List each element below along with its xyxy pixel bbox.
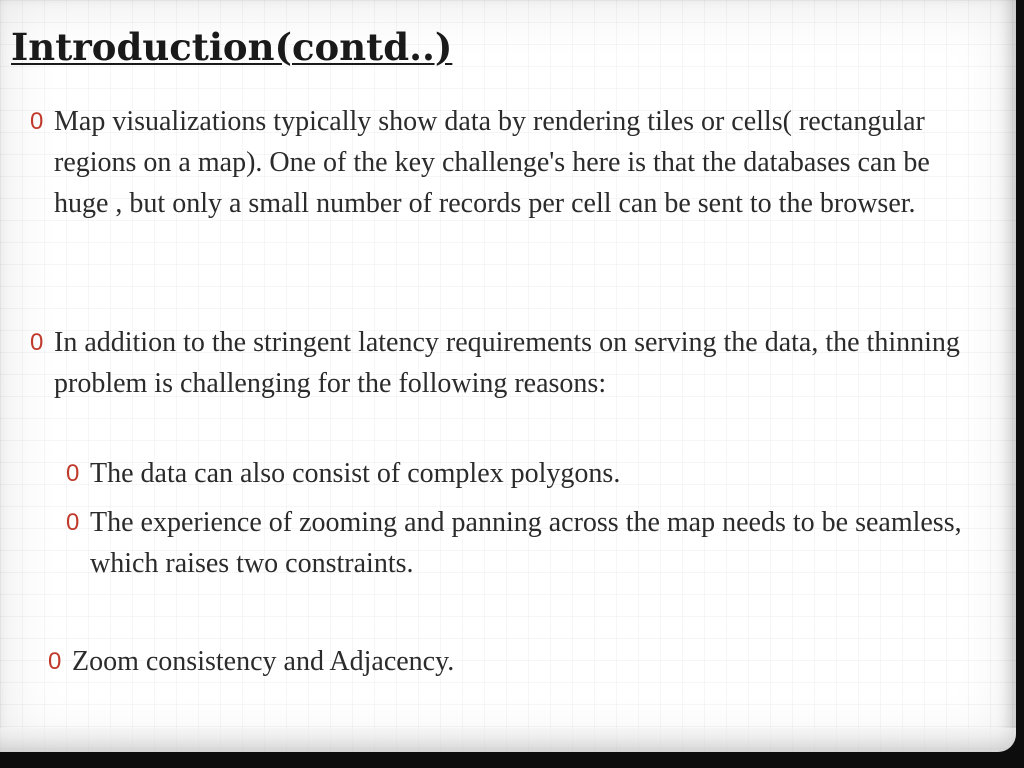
bullet-item (30, 101, 990, 224)
bullet-item (48, 641, 948, 682)
slide-title: Introduction(contd..) (11, 25, 453, 69)
sub-bullet-item (66, 502, 966, 584)
sub-bullet-text: The data can also consist of complex polygons. (90, 458, 621, 489)
bullet-marker-icon: 0 (48, 648, 62, 675)
bullet-text: Zoom consistency and Adjacency. (72, 646, 455, 677)
bullet-marker-icon: 0 (30, 108, 44, 135)
bullet-text: In addition to the stringent latency requirements on serving the data, the thinning problem is challenging for the following reasons: (54, 327, 960, 399)
slide-bottom-band (0, 728, 1016, 752)
bullet-item (30, 322, 990, 404)
bullet-marker-icon: 0 (66, 460, 80, 487)
sub-bullet-text: The experience of zooming and panning across the map needs to be seamless, which raises two constraints. (90, 507, 962, 579)
bullet-marker-icon: 0 (66, 509, 80, 536)
bullet-text: Map visualizations typically show data by rendering tiles or cells( rectangular regions on a map). One of the key challenge's here is that the databases can be huge , but only a small number of records per cell can be sent to the browser. (54, 106, 930, 219)
sub-bullet-item (66, 453, 966, 494)
bullet-marker-icon: 0 (30, 329, 44, 356)
